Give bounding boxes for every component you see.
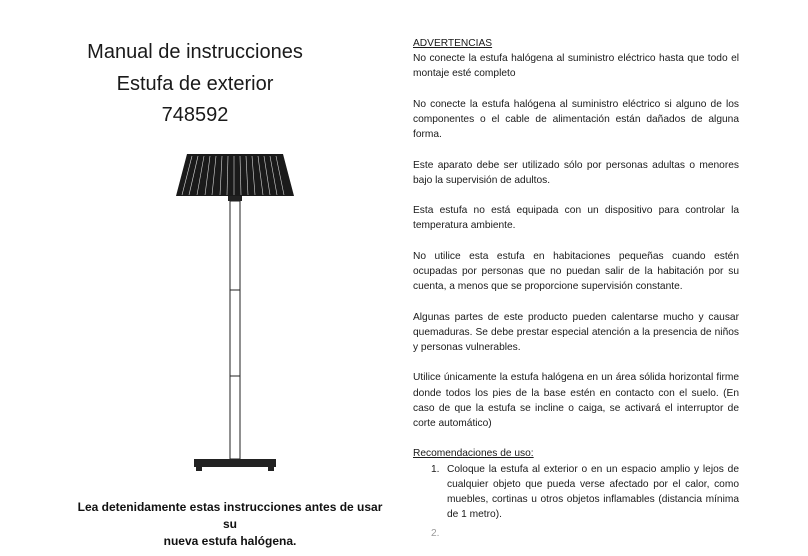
warnings-column (413, 36, 739, 540)
list-number: 2. (431, 528, 440, 540)
note-line-1: Lea detenidamente estas instrucciones antes de usar su (77, 500, 383, 531)
warning-paragraph: No utilice esta estufa en habitaciones pequeñas cuando estén ocupadas por personas que no puedan salir de la habitación por su cuenta, a menos que se proporcione supervisión constante. (413, 250, 739, 293)
list-item (413, 462, 739, 523)
heater-collar (228, 196, 242, 201)
cover-column (0, 0, 400, 556)
heater-pole (230, 201, 240, 459)
warning-paragraph: Algunas partes de este producto pueden calentarse mucho y causar quemaduras. Se debe prestar especial atención a la presencia de niños y personas vulnerables. (413, 311, 739, 353)
warning-paragraph: No conecte la estufa halógena al suministro eléctrico si alguno de los componentes o el cable de alimentación están dañados de alguna forma. (413, 98, 739, 141)
read-instructions-note (70, 499, 390, 550)
list-text: Coloque la estufa al exterior o en un espacio amplio y lejos de cualquier objeto que pueda verse afectado por el calor, como muebles, cortinas u otros objetos inflamables (distancia mínima de 1 metro). (447, 463, 739, 521)
manual-title: Manual de instrucciones (87, 41, 303, 63)
warning-paragraph: Esta estufa no está equipada con un dispositivo para controlar la temperatura ambiente. (413, 205, 739, 232)
recommendations-list (413, 462, 739, 540)
list-number: 1. (431, 463, 440, 475)
product-name: Estufa de exterior (116, 73, 274, 95)
warning-paragraph: No conecte la estufa halógena al suministro eléctrico hasta que todo el montaje esté completo (413, 53, 739, 80)
product-code: 748592 (161, 104, 229, 126)
recommendations-header: Recomendaciones de uso: (413, 448, 534, 460)
heater-base (194, 459, 276, 471)
note-line-2: nueva estufa halógena. (163, 534, 297, 548)
warning-paragraph: Utilice únicamente la estufa halógena en un área sólida horizontal firme donde todos los pies de la base estén en contacto con el suelo. (En caso de que la estufa se incline o caiga, se activará el interruptor de corte automático) (413, 372, 739, 429)
warning-paragraph: Este aparato debe ser utilizado sólo por personas adultas o menores bajo la supervisión de adultos. (413, 159, 739, 186)
patio-heater-illustration (170, 150, 300, 480)
warnings-header: ADVERTENCIAS (413, 38, 493, 49)
heater-shade (176, 154, 294, 196)
